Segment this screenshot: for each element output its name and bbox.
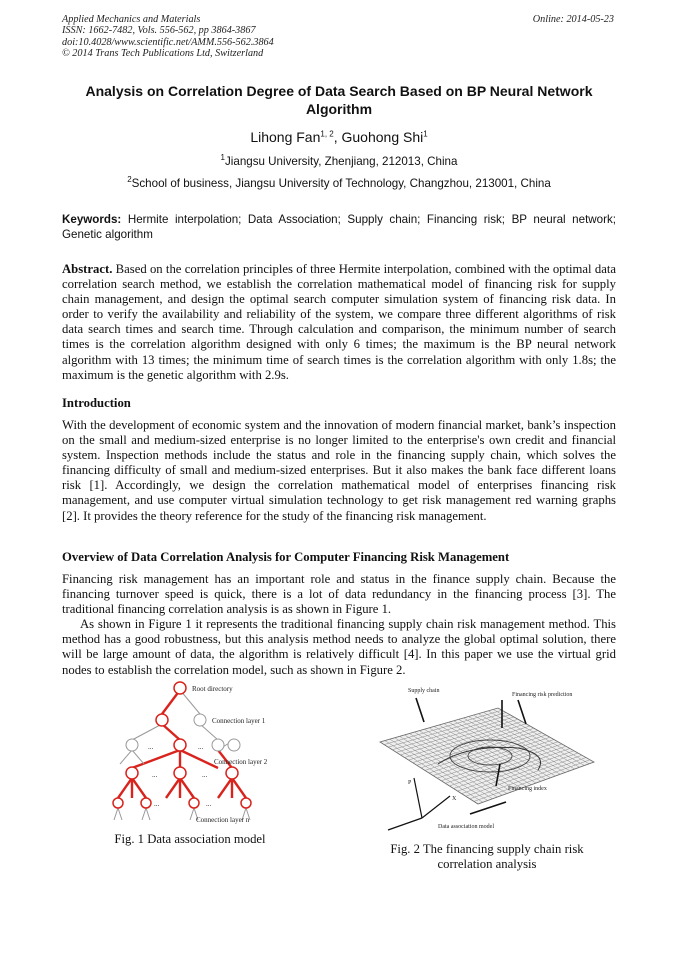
issn-line: ISSN: 1662-7482, Vols. 556-562, pp 3864-3867 [62,25,256,37]
fig1-dots: ... [198,743,204,751]
overview-body [62,572,616,678]
intro-paragraph: With the development of economic system and the innovation of modern financial market, bank’s inspection on the small and medium-sized enterprise is no longer limited to the enterprise's own credit and financial system. Inspection methods include the status and role in the financing supply chain, which solves the financing difficulty of small and medium-sized enterprises. But it also makes the bank face different loans risk [1]. Accordingly, we design the correlation mathematical model of enterprises financing risk management, and use computer virtual simulation technology to get risk management red warning graphs [2]. It provides the theory reference for the study of the financing risk management. [62,418,616,523]
affiliation-1 [62,155,616,168]
affiliation-2 [62,177,616,190]
author-2-sup: 1 [423,129,428,139]
overview-paragraph-1: Financing risk management has an important role and status in the finance supply chain. Because the financing turnover speed is quick, there is a lot of data redundancy in the financing process [3]. The traditional financing correlation analysis is as shown in Figure 1. [62,572,616,617]
abstract [62,262,616,383]
fig2-surface-diagram [378,684,598,834]
fig2-supply-chain-label: Supply chain [408,688,440,694]
fig1-node [241,798,251,808]
fig1-node [113,798,123,808]
fig1-node [126,767,138,779]
paper-title: Analysis on Correlation Degree of Data Search Based on BP Neural Network Algorithm [85,83,593,117]
fig2-axis-x-label: X [452,796,457,802]
fig1-node [226,767,238,779]
overview-paragraph-2: As shown in Figure 1 it represents the traditional financing supply chain risk management method. This method has a good robustness, but this analysis method needs to analyze the global optimal solution, there will be large amount of data, the algorithm is relatively difficult [4]. In this paper we use the virtual grid nodes to establish the correlation model, such as shown in Figure 2. [62,617,616,677]
fig1-node [156,714,168,726]
fig1-tree-diagram [110,680,290,826]
affiliation-1-sup: 1 [220,153,225,163]
fig1-layer1-label: Connection layer 1 [212,717,266,725]
abstract-label: Abstract. [62,262,113,276]
fig1-layer2-label: Connection layer 2 [214,758,268,766]
fig1-root-label: Root directory [192,685,233,693]
fig1-dots: ... [206,800,212,808]
author-separator: , [333,129,342,145]
overview-heading: Overview of Data Correlation Analysis for Computer Financing Risk Management [62,550,510,564]
fig2-caption: Fig. 2 The financing supply chain risk correlation analysis [390,842,584,871]
copyright-line: © 2014 Trans Tech Publications Ltd, Switzerland [62,47,264,59]
fig1-node [228,739,240,751]
doi-line: doi:10.4028/www.scientific.net/AMM.556-562.3864 [62,36,274,48]
author-1: Lihong Fan [250,129,321,145]
fig2-index-label: Financing index [508,786,547,792]
fig1-dots: ... [148,743,154,751]
fig1-node [141,798,151,808]
fig1-node [174,739,186,751]
fig1-caption: Fig. 1 Data association model [114,832,266,846]
fig1-dots: ... [202,771,208,779]
fig1-dots: ... [152,771,158,779]
fig2-model-label: Data association model [438,824,494,830]
online-date: Online: 2014-05-23 [532,14,614,25]
journal-name: Applied Mechanics and Materials [62,14,201,25]
fig1-nodes [113,682,251,808]
fig2-axes [388,778,450,830]
fig2-mesh [380,708,594,804]
fig1-node [194,714,206,726]
journal-header [62,14,274,59]
fig1-layern-label: Connection layer n [196,816,250,824]
fig1-node [212,739,224,751]
affiliation-2-sup: 2 [127,175,132,185]
fig1-edges [114,690,250,820]
fig2-prediction-label: Financing risk prediction [512,692,573,698]
author-2: Guohong Shi [341,129,424,145]
affiliation-1-text: Jiangsu University, Zhenjiang, 212013, China [225,155,458,168]
keywords-label: Keywords: [62,213,122,226]
fig1-node [126,739,138,751]
keywords-text: Hermite interpolation; Data Association; Supply chain; Financing risk; BP neural network; Genetic algorithm [62,213,616,241]
author-line [62,129,616,145]
affiliation-2-text: School of business, Jiangsu University of Technology, Changzhou, 213001, China [131,177,551,190]
fig1-node [189,798,199,808]
fig1-node [174,767,186,779]
abstract-text: Based on the correlation principles of three Hermite interpolation, combined with the optimal data correlation search method, we establish the correlation mathematical model of financing risk for supply chain management, and design the optimal search computer simulation system of financing risk data. In order to verify the availability and reliability of the system, we compare three different algorithms of risk data search times and search time. Through calculation and comparison, the minimum number of search times is the correlation algorithm designed with only 6 times; the maximum is the BP neural network algorithm with 13 times; the minimum time of search times is the correlation algorithm with only 1.8s; the maximum is the genetic algorithm with 2.9s. [62,262,616,382]
keywords [62,212,616,242]
fig1-root-node [174,682,186,694]
fig1-dots: ... [154,800,160,808]
intro-heading: Introduction [62,396,131,410]
fig2-axis-p-label: P [408,780,412,786]
author-1-sup: 1, 2 [320,129,334,139]
